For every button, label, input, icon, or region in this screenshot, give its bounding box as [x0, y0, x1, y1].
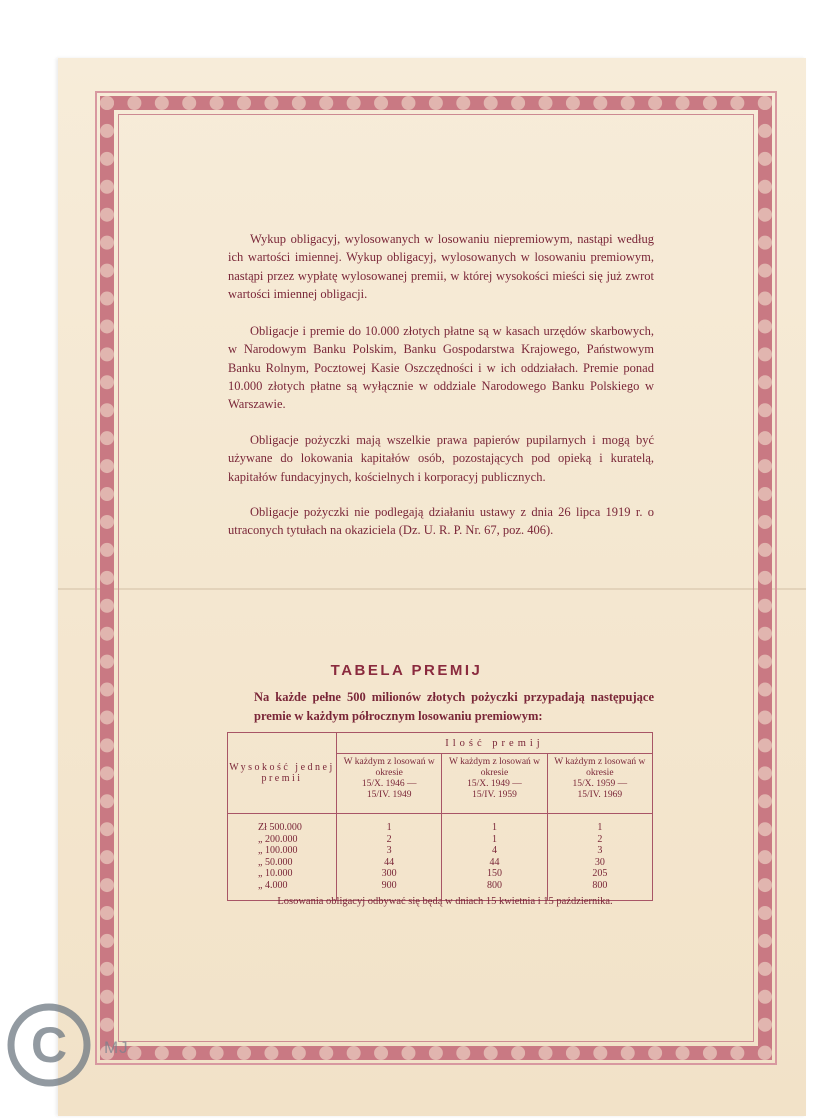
table-intro: Na każde pełne 500 milionów złotych pożyczki przypadają następujące premie w każdym półrocznym losowaniu premiowym:	[254, 690, 654, 723]
table-title: TABELA PREMIJ	[330, 662, 483, 679]
watermark-initials: MJ	[104, 1038, 129, 1057]
values-column-2: 1 1 4 44 150 800	[442, 814, 547, 901]
paragraph-payment-places: Obligacje i premie do 10.000 złotych płatne są w kasach urzędów skarbowych, w Narodowym Banku Polskim, Banku Gospodarstwa Krajowego, Państwowym Banku Rolnym, Pocztowej Kasie Oszczędności i w ich oddziałach. Premie ponad 10.000 złotych płatne są wyłącznie w oddziale Narodowego Banku Polskiego w Warszawie.	[228, 324, 654, 412]
paragraph-lost-titles-act: Obligacje pożyczki nie podlegają działaniu ustawy z dnia 26 lipca 1919 r. o utraconych tytułach na okaziciela (Dz. U. R. P. Nr. 67, poz. 406).	[228, 505, 654, 538]
amount-column: Zł 500.000 „ 200.000 „ 100.000 „ 50.000 „ 10.000 „ 4.000	[228, 814, 337, 901]
copyright-icon	[4, 1000, 94, 1090]
prize-table	[227, 732, 653, 901]
period-header-2: W każdym z losowań w okresie 15/X. 1949 — 15/IV. 1959	[442, 754, 547, 814]
period-header-3: W każdym z losowań w okresie 15/X. 1959 — 15/IV. 1969	[547, 754, 652, 814]
prize-count-header: Ilość premij	[337, 733, 653, 754]
values-column-1: 1 2 3 44 300 900	[337, 814, 442, 901]
svg-text:C: C	[30, 1017, 68, 1073]
draw-dates-note: Losowania obligacyj odbywać się będą w dniach 15 kwietnia i 15 października.	[277, 896, 613, 907]
amount-header: Wysokość jednej premii	[228, 733, 337, 814]
paragraph-pupillary-rights: Obligacje pożyczki mają wszelkie prawa papierów pupilarnych i mogą być używane do lokowania kapitałów osób, pozostających pod opieką i kuratelą, kapitałów fundacyjnych, kościelnych i korporacyj publicznych.	[228, 433, 654, 484]
paragraph-redemption: Wykup obligacyj, wylosowanych w losowaniu niepremiowym, nastąpi według ich wartości imiennej. Wykup obligacyj, wylosowanych w losowaniu premiowym, nastąpi przez wypłatę wylosowanej premii, w której wysokości mieści się już zwrot wartości imiennej obligacji.	[228, 232, 654, 301]
period-header-1: W każdym z losowań w okresie 15/X. 1946 — 15/IV. 1949	[337, 754, 442, 814]
values-column-3: 1 2 3 30 205 800	[547, 814, 652, 901]
